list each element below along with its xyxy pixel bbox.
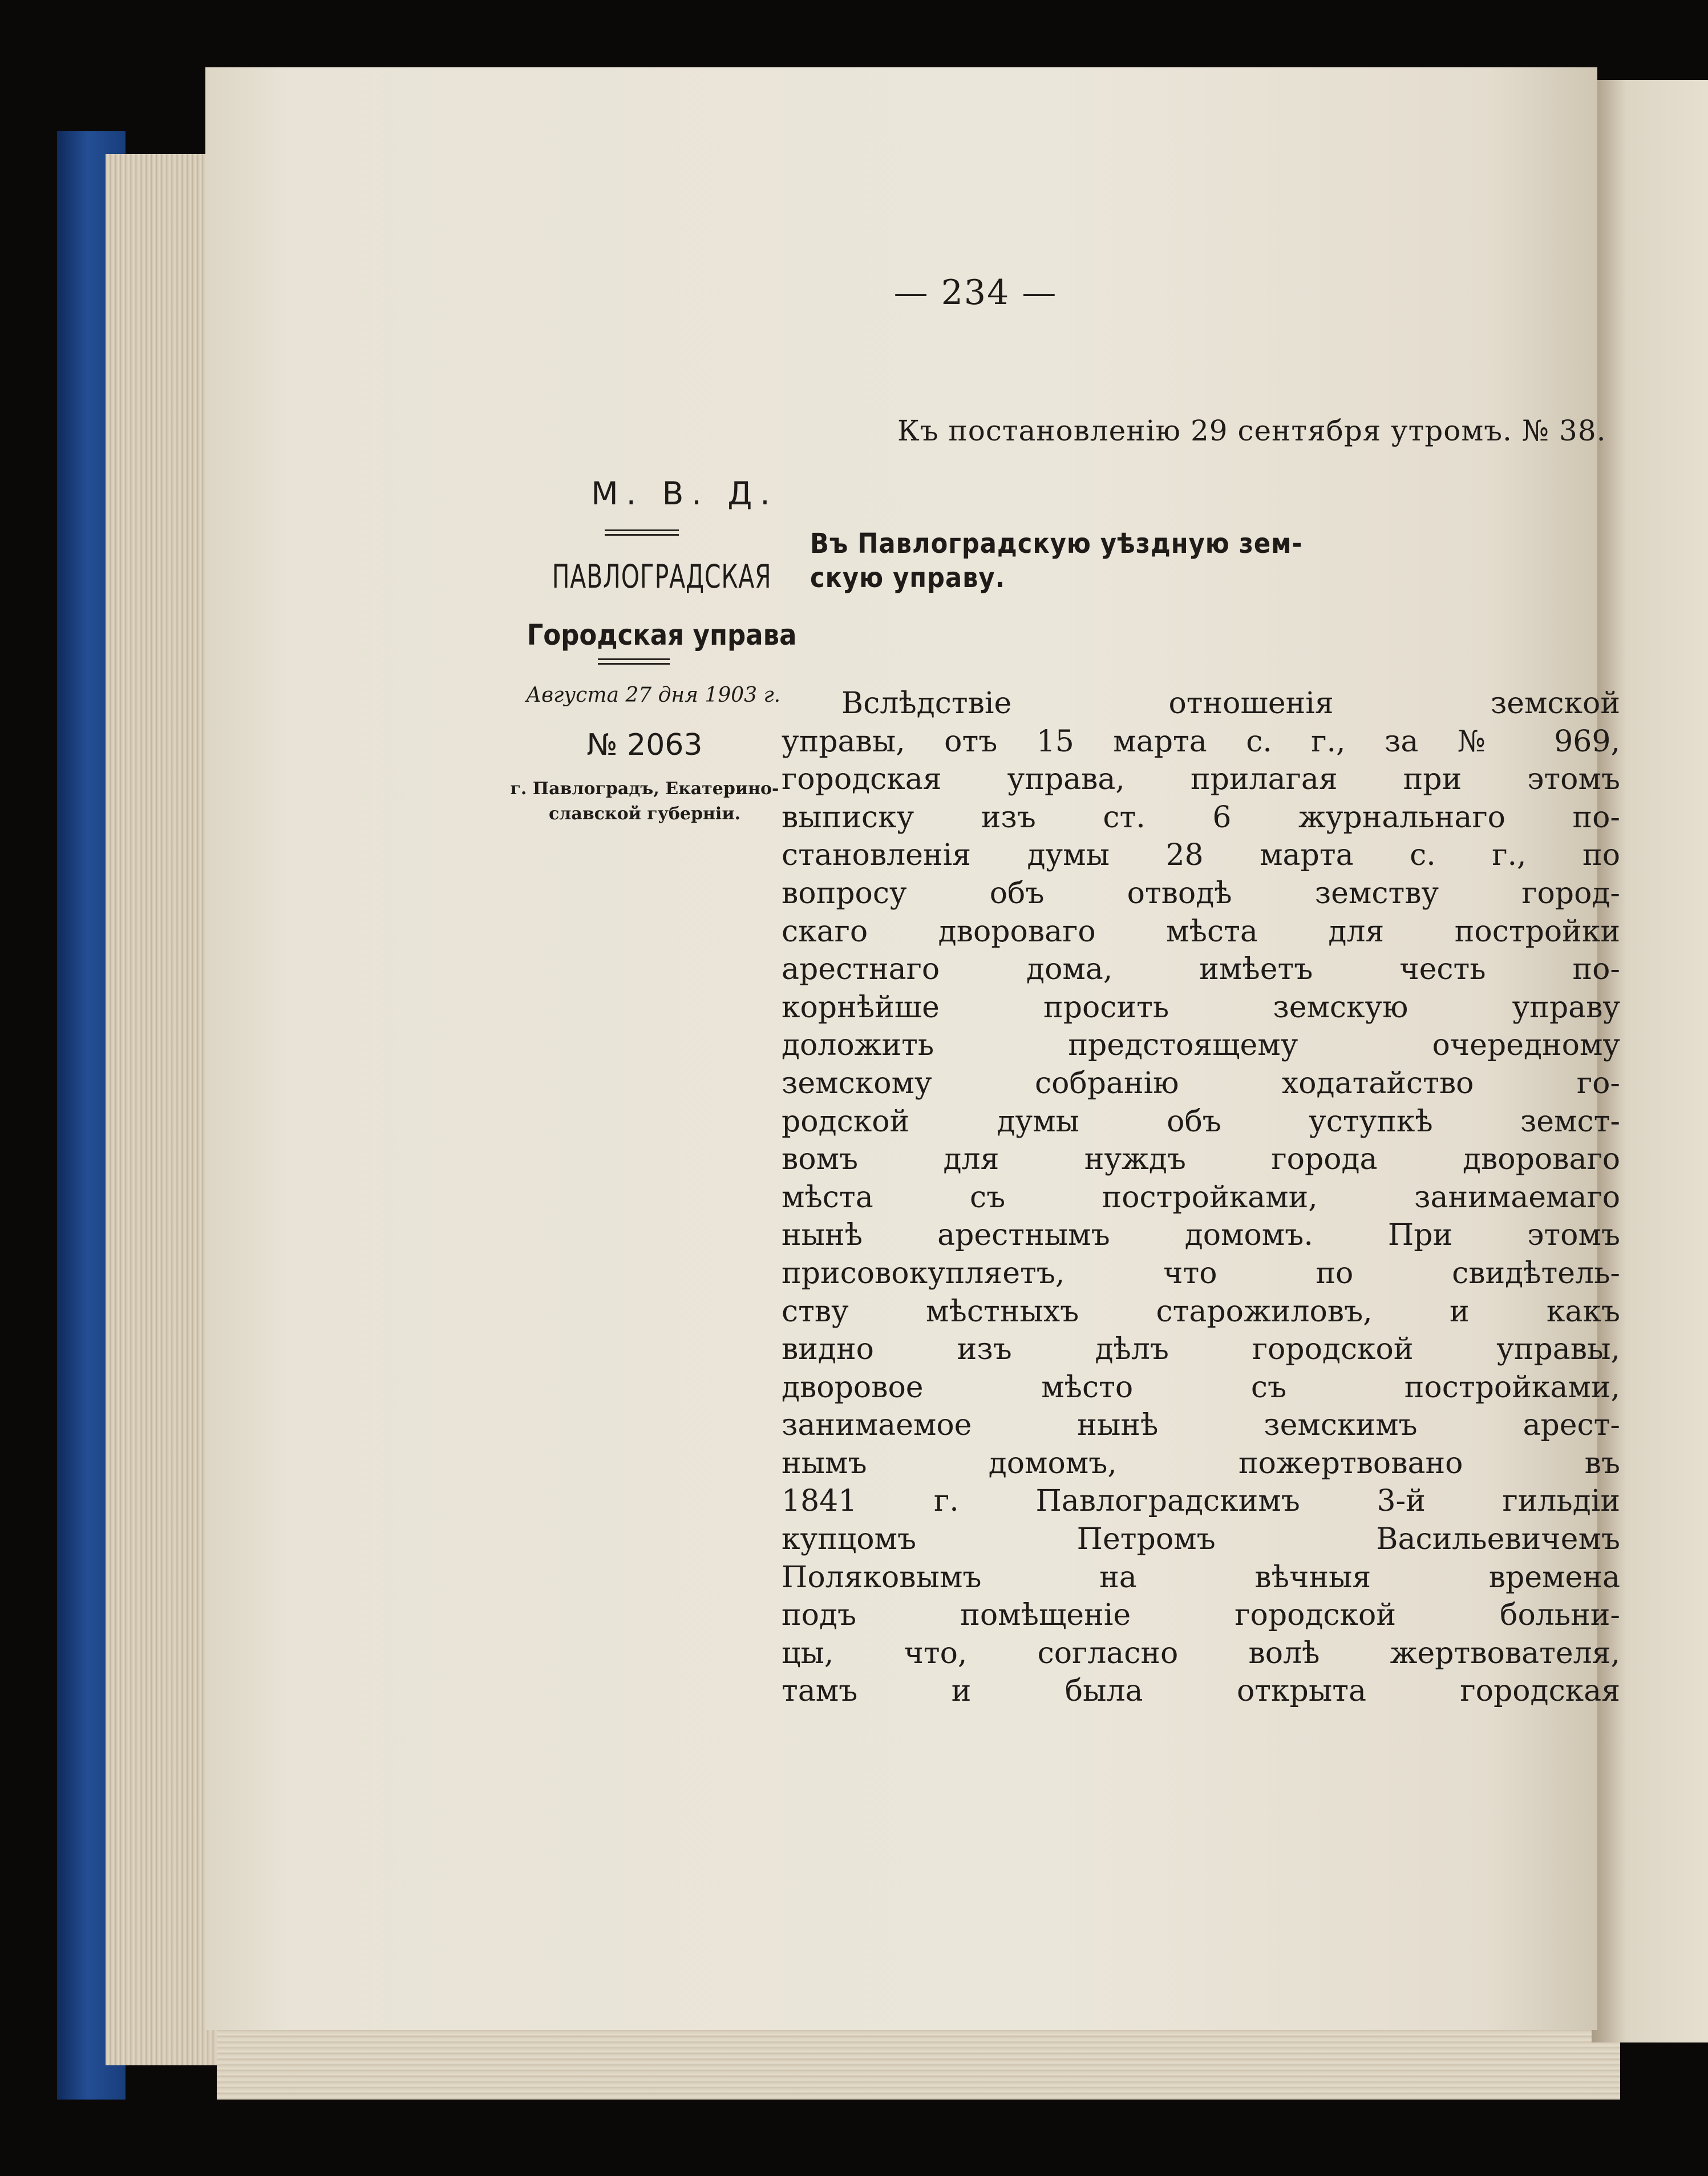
letter-place bbox=[496, 776, 793, 827]
body-line: тамъ и была открыта городская bbox=[782, 1674, 1620, 1709]
body-line: арестнаго дома, имѣетъ честь по- bbox=[782, 952, 1620, 987]
place-line: славской губерніи. bbox=[548, 804, 741, 824]
body-line: Поляковымъ на вѣчныя времена bbox=[782, 1560, 1620, 1595]
body-line: земскому собранію ходатайство го- bbox=[782, 1066, 1620, 1101]
body-line: вомъ для нуждъ города двороваго bbox=[782, 1142, 1620, 1177]
addressee-line: скую управу. bbox=[810, 562, 1005, 594]
body-line: нымъ домомъ, пожертвовано въ bbox=[782, 1446, 1620, 1481]
resolution-reference: Къ постановленію 29 сентября утромъ. № 38. bbox=[897, 414, 1606, 447]
body-line: мѣста съ постройками, занимаемаго bbox=[782, 1180, 1620, 1215]
addressee bbox=[810, 527, 1620, 595]
organization-block bbox=[502, 558, 821, 652]
body-line: Вслѣдствіе отношенія земской bbox=[841, 686, 1620, 721]
double-rule-bottom bbox=[598, 658, 670, 665]
letter-number: № 2063 bbox=[586, 728, 703, 762]
book-page bbox=[205, 67, 1620, 2030]
body-line: становленія думы 28 марта с. г., по bbox=[782, 838, 1620, 873]
body-line: ству мѣстныхъ старожиловъ, и какъ bbox=[782, 1294, 1620, 1329]
body-line: управы, отъ 15 марта с. г., за № 969, bbox=[782, 724, 1620, 759]
body-line: цы, что, согласно волѣ жертвователя, bbox=[782, 1636, 1620, 1671]
body-line: корнѣйше просить земскую управу bbox=[782, 990, 1620, 1025]
body-line: доложить предстоящему очередному bbox=[782, 1028, 1620, 1063]
body-line: скаго двороваго мѣста для постройки bbox=[782, 914, 1620, 949]
organization-subtitle: Городская управа bbox=[527, 618, 797, 652]
place-line: г. Павлоградъ, Екатерино- bbox=[510, 779, 779, 799]
page-number: — 234 — bbox=[893, 273, 1058, 313]
ministry-heading: М. В. Д. bbox=[591, 475, 778, 512]
body-line: дворовое мѣсто съ постройками, bbox=[782, 1370, 1620, 1405]
letter-date: Августа 27 дня 1903 г. bbox=[525, 683, 781, 707]
organization-name: ПАВЛОГРАДСКАЯ bbox=[552, 558, 772, 596]
double-rule-top bbox=[605, 529, 679, 536]
body-line: присовокупляетъ, что по свидѣтель- bbox=[782, 1256, 1620, 1291]
body-line: нынѣ арестнымъ домомъ. При этомъ bbox=[782, 1218, 1620, 1253]
letter-body bbox=[782, 685, 1620, 1710]
body-line: городская управа, прилагая при этомъ bbox=[782, 762, 1620, 797]
body-line: родской думы объ уступкѣ земст- bbox=[782, 1104, 1620, 1139]
body-line: 1841 г. Павлоградскимъ 3-й гильдіи bbox=[782, 1484, 1620, 1519]
body-line: вопросу объ отводѣ земству город- bbox=[782, 876, 1620, 911]
body-line: занимаемое нынѣ земскимъ арест- bbox=[782, 1408, 1620, 1443]
body-line: выписку изъ ст. 6 журнальнаго по- bbox=[782, 800, 1620, 835]
addressee-line: Въ Павлоградскую уѣздную зем- bbox=[810, 528, 1303, 560]
body-line: подъ помѣщеніе городской больни- bbox=[782, 1598, 1620, 1633]
body-line: купцомъ Петромъ Васильевичемъ bbox=[782, 1522, 1620, 1557]
body-line: видно изъ дѣлъ городской управы, bbox=[782, 1332, 1620, 1367]
